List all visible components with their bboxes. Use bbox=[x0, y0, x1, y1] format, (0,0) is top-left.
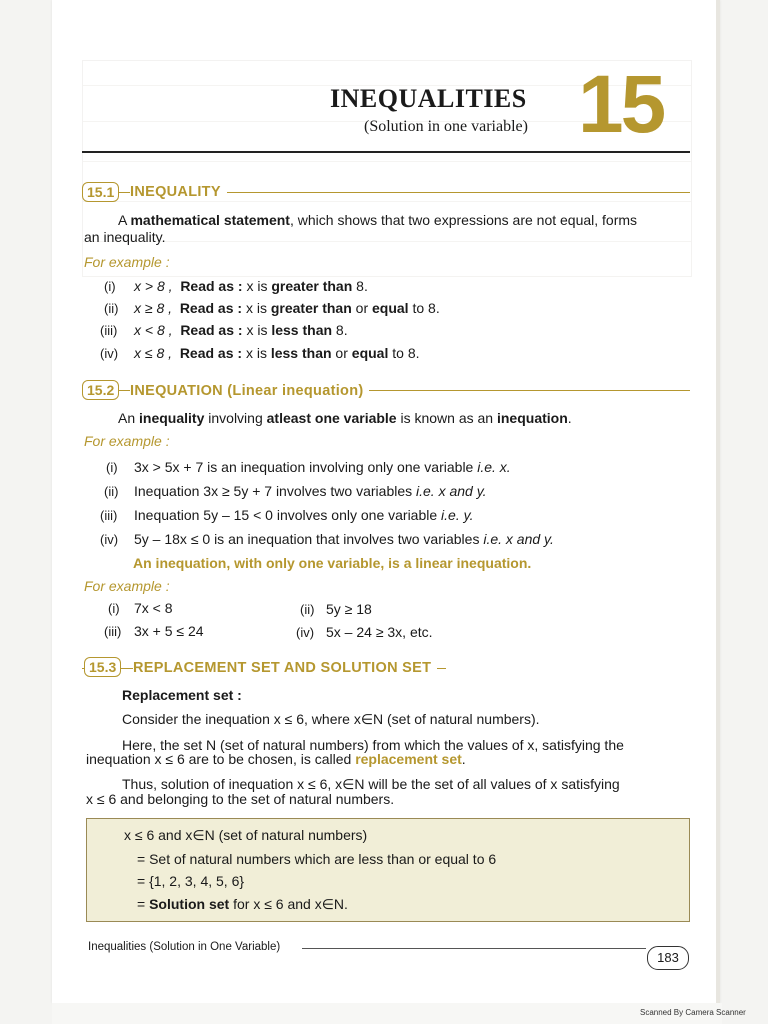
example-item: (ii) 5y ≥ 18 bbox=[300, 601, 372, 617]
list-item: (i) x > 8 , Read as : x is greater than 8. bbox=[104, 278, 368, 294]
paragraph-inequality-definition-line2: an inequality. bbox=[84, 229, 166, 245]
example-item: (iv) 5x – 24 ≥ 3x, etc. bbox=[296, 624, 433, 640]
paragraph: Here, the set N (set of natural numbers) from which the values of x, satisfying the bbox=[122, 737, 624, 753]
page-bottom-margin bbox=[52, 1003, 722, 1024]
box-line: = Set of natural numbers which are less than or equal to 6 bbox=[137, 851, 497, 867]
solution-set-box bbox=[86, 818, 690, 922]
list-item: (iv) 5y – 18x ≤ 0 is an inequation that involves two variables i.e. x and y. bbox=[100, 531, 554, 547]
list-item: (iv) x ≤ 8 , Read as : x is less than or equal to 8. bbox=[100, 345, 420, 361]
list-item: (ii) Inequation 3x ≥ 5y + 7 involves two variables i.e. x and y. bbox=[104, 483, 487, 499]
footer-chapter-name: Inequalities (Solution in One Variable) bbox=[88, 941, 281, 953]
paragraph: Consider the inequation x ≤ 6, where x∈N (set of natural numbers). bbox=[122, 711, 540, 727]
box-line: x ≤ 6 and x∈N (set of natural numbers) bbox=[124, 827, 368, 843]
page-number: 183 bbox=[647, 946, 689, 970]
list-item: (ii) x ≥ 8 , Read as : x is greater than or equal to 8. bbox=[104, 300, 440, 316]
list-item: (iii) Inequation 5y – 15 < 0 involves only one variable i.e. y. bbox=[100, 507, 474, 523]
title-rule bbox=[82, 151, 690, 153]
section-badge-15-1: 15.1 bbox=[82, 182, 119, 202]
page-edge bbox=[716, 0, 720, 1003]
subheading-replacement-set: Replacement set : bbox=[122, 687, 242, 703]
section-title-inequation: INEQUATION (Linear inequation) bbox=[130, 383, 369, 399]
example-label: For example : bbox=[84, 578, 170, 594]
section-badge-15-2: 15.2 bbox=[82, 380, 119, 400]
section-title-inequality: INEQUALITY bbox=[130, 184, 227, 200]
paragraph: inequation x ≤ 6 are to be chosen, is called replacement set. bbox=[86, 751, 466, 767]
section-title-replacement-set: REPLACEMENT SET AND SOLUTION SET bbox=[133, 660, 437, 676]
highlight-linear-inequation: An inequation, with only one variable, is a linear inequation. bbox=[133, 555, 532, 571]
example-item: (iii) 3x + 5 ≤ 24 bbox=[104, 623, 204, 639]
list-item: (i) 3x > 5x + 7 is an inequation involving only one variable i.e. x. bbox=[106, 459, 511, 475]
box-line: = {1, 2, 3, 4, 5, 6} bbox=[137, 873, 245, 889]
list-item: (iii) x < 8 , Read as : x is less than 8. bbox=[100, 322, 348, 338]
chapter-number: 15 bbox=[578, 59, 664, 150]
chapter-subtitle: (Solution in one variable) bbox=[364, 118, 528, 135]
paragraph: x ≤ 6 and belonging to the set of natural numbers. bbox=[86, 791, 395, 807]
footer-rule bbox=[302, 948, 646, 949]
scanner-watermark: Scanned By Camera Scanner bbox=[640, 1008, 746, 1017]
paragraph-inequality-definition: A mathematical statement, which shows that two expressions are not equal, forms bbox=[118, 212, 638, 228]
example-label: For example : bbox=[84, 254, 170, 270]
paragraph: Thus, solution of inequation x ≤ 6, x∈N will be the set of all values of x satisfying bbox=[122, 776, 620, 792]
section-badge-15-3: 15.3 bbox=[84, 657, 121, 677]
example-label: For example : bbox=[84, 433, 170, 449]
chapter-title: INEQUALITIES bbox=[330, 84, 527, 113]
example-item: (i) 7x < 8 bbox=[108, 600, 173, 616]
box-line: = Solution set for x ≤ 6 and x∈N. bbox=[137, 896, 348, 912]
paragraph-inequation-definition: An inequality involving atleast one variable is known as an inequation. bbox=[118, 410, 572, 426]
